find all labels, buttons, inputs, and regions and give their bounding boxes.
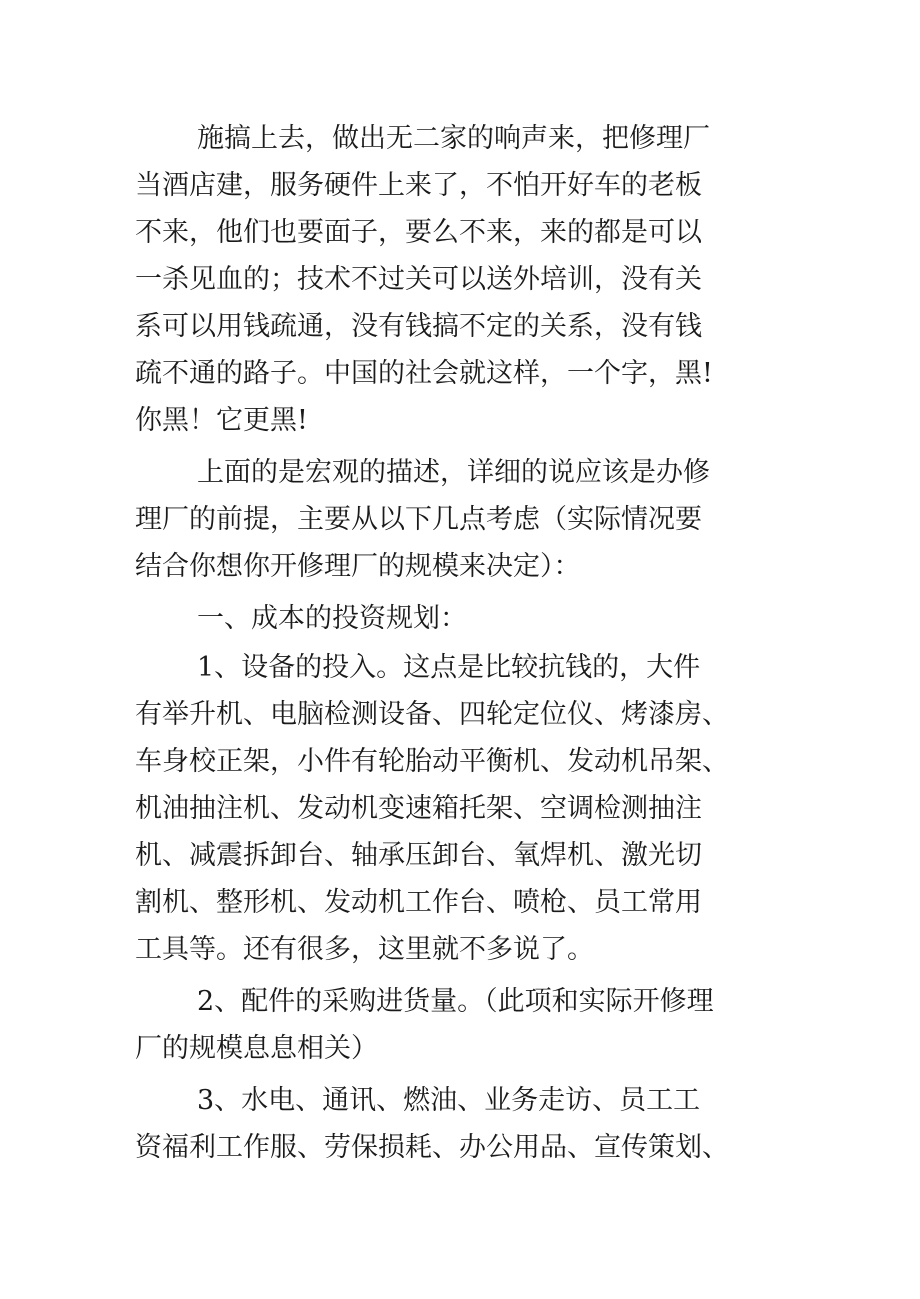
paragraph-line: 结合你想你开修理厂的规模来决定）： xyxy=(135,551,581,582)
paragraph-line: 资福利工作服、劳保损耗、办公用品、宣传策划、 xyxy=(135,1132,729,1163)
paragraph-line: 系可以用钱疏通，没有钱搞不定的关系，没有钱 xyxy=(135,311,702,342)
paragraph-line: 机、减震拆卸台、轴承压卸台、氧焊机、激光切 xyxy=(135,840,702,871)
paragraph-line: 当酒店建，服务硬件上来了，不怕开好车的老板 xyxy=(135,170,702,201)
paragraph-line: 一杀见血的；技术不过关可以送外培训，没有关 xyxy=(135,264,702,295)
paragraph-line: 理厂的前提，主要从以下几点考虑（实际情况要 xyxy=(135,504,702,535)
paragraph-line: 施搞上去，做出无二家的响声来，把修理厂 xyxy=(197,123,710,154)
paragraph-line: 机油抽注机、发动机变速箱托架、空调检测抽注 xyxy=(135,793,702,824)
paragraph-line: 工具等。还有很多，这里就不多说了。 xyxy=(135,934,594,965)
paragraph-line: 割机、整形机、发动机工作台、喷枪、员工常用 xyxy=(135,887,702,918)
paragraph-line: 疏不通的路子。中国的社会就这样，一个字，黑! xyxy=(135,358,713,389)
section-heading: 一、成本的投资规划： xyxy=(197,603,467,634)
paragraph-line: 你黑！它更黑! xyxy=(135,405,308,436)
paragraph-line: 不来，他们也要面子，要么不来，来的都是可以 xyxy=(135,217,702,248)
paragraph-line: 1、设备的投入。这点是比较抗钱的，大件 xyxy=(197,652,701,683)
paragraph-line: 3、水电、通讯、燃油、业务走访、员工工 xyxy=(197,1085,701,1116)
paragraph-line: 车身校正架，小件有轮胎动平衡机、发动机吊架、 xyxy=(135,746,729,777)
paragraph-line: 上面的是宏观的描述，详细的说应该是办修 xyxy=(197,457,710,488)
paragraph-line: 有举升机、电脑检测设备、四轮定位仪、烤漆房、 xyxy=(135,699,729,730)
paragraph-line: 2、配件的采购进货量。（此项和实际开修理 xyxy=(197,986,714,1017)
paragraph-line: 厂的规模息息相关） xyxy=(135,1033,378,1064)
